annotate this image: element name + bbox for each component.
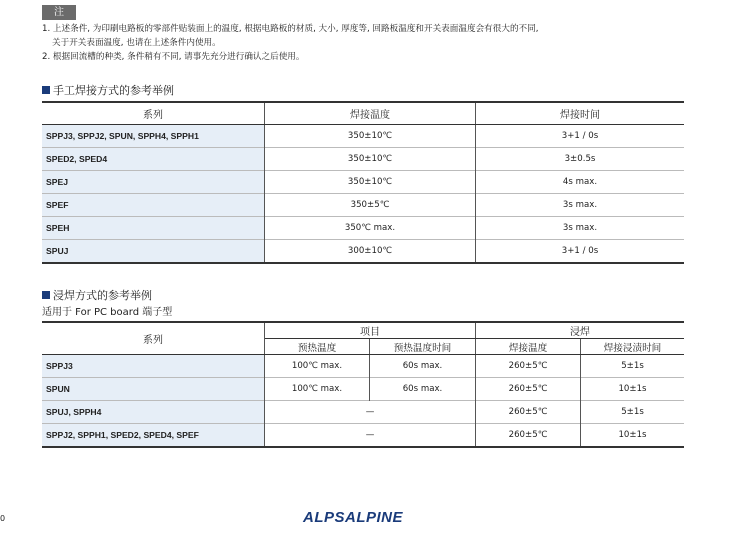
alpsalpine-logo: ALPSALPINE: [303, 509, 404, 526]
dip-subtitle: 适用于 For PC board 端子型: [42, 307, 173, 318]
time-cell: 3±0.5s: [564, 154, 596, 164]
preheat-merged-cell: —: [265, 401, 476, 424]
series-cell: SPPJ3: [42, 355, 265, 378]
table-header-row: [42, 322, 684, 339]
table-row: [42, 171, 684, 194]
dip-title-text: 浸焊方式的参考举例: [53, 289, 152, 302]
series-cell: SPPJ2, SPPH1, SPED2, SPED4, SPEF: [42, 424, 265, 448]
note-badge: 注: [42, 5, 76, 20]
dip-time-cell: 10±1s: [618, 384, 647, 394]
notes-block: [42, 22, 538, 64]
manual-soldering-table: [42, 101, 684, 264]
table-header-row: [42, 102, 684, 125]
header-solder-temp: 焊接温度: [476, 339, 581, 355]
note-line-3: 2. 根据回流槽的种类, 条件稍有不同, 请事先充分进行确认之后使用。: [42, 52, 305, 62]
dip-time-cell: 5±1s: [621, 361, 644, 371]
series-cell: SPEH: [42, 217, 265, 240]
temp-cell: 350℃ max.: [265, 217, 476, 240]
table-row: [42, 401, 684, 424]
dip-time-cell: 10±1s: [618, 430, 647, 440]
header-series: 系列: [42, 322, 265, 355]
dip-section-title: [42, 287, 152, 303]
preheat-temp-cell: 100℃ max.: [265, 355, 370, 378]
preheat-temp-cell: 100℃ max.: [265, 378, 370, 401]
header-time: 焊接时间: [476, 102, 685, 125]
page-number: 0: [0, 514, 6, 523]
manual-title-text: 手工焊接方式的参考举例: [53, 84, 174, 97]
time-cell: 3s max.: [562, 223, 598, 233]
manual-section-title: [42, 82, 174, 98]
table-row: [42, 217, 684, 240]
square-bullet-icon: [42, 86, 50, 94]
time-cell: 3+1 / 0s: [561, 246, 599, 256]
table-row: [42, 355, 684, 378]
series-cell: SPEJ: [42, 171, 265, 194]
series-cell: SPEF: [42, 194, 265, 217]
note-line-2: 关于开关表面温度, 也请在上述条件内使用。: [52, 38, 221, 48]
time-cell: 3+1 / 0s: [561, 131, 599, 141]
preheat-time-cell: 60s max.: [370, 355, 476, 378]
time-cell: 4s max.: [562, 177, 598, 187]
dip-time-cell: 5±1s: [621, 407, 644, 417]
header-temp: 焊接温度: [265, 102, 476, 125]
solder-temp-cell: 260±5℃: [476, 401, 581, 424]
series-cell: SPED2, SPED4: [42, 148, 265, 171]
series-cell: SPUJ, SPPH4: [42, 401, 265, 424]
preheat-merged-cell: —: [265, 424, 476, 448]
series-cell: SPUN: [42, 378, 265, 401]
table-row: [42, 194, 684, 217]
solder-temp-cell: 260±5℃: [476, 355, 581, 378]
header-preheat-temp: 预热温度: [265, 339, 370, 355]
header-dip-time: 焊接浸渍时间: [581, 339, 685, 355]
note-line-1: 1. 上述条件, 为印刷电路板的零部件贴装面上的温度, 根据电路板的材质, 大小, 厚度等, 回路板温度和开关表面温度会有很大的不同,: [42, 24, 539, 34]
header-series: 系列: [42, 102, 265, 125]
dip-soldering-table: [42, 321, 684, 448]
temp-cell: 350±10℃: [265, 148, 476, 171]
series-cell: SPPJ3, SPPJ2, SPUN, SPPH4, SPPH1: [42, 125, 265, 148]
table-row: [42, 424, 684, 448]
table-row: [42, 148, 684, 171]
temp-cell: 350±10℃: [265, 125, 476, 148]
header-preheat-time: 预热温度时间: [370, 339, 476, 355]
solder-temp-cell: 260±5℃: [476, 378, 581, 401]
solder-temp-cell: 260±5℃: [476, 424, 581, 448]
temp-cell: 300±10℃: [265, 240, 476, 264]
series-cell: SPUJ: [42, 240, 265, 264]
table-row: [42, 240, 684, 264]
temp-cell: 350±10℃: [265, 171, 476, 194]
table-row: [42, 378, 684, 401]
time-cell: 3s max.: [562, 200, 598, 210]
table-row: [42, 125, 684, 148]
header-dip: 浸焊: [476, 322, 685, 339]
temp-cell: 350±5℃: [265, 194, 476, 217]
header-item: 项目: [265, 322, 476, 339]
square-bullet-icon: [42, 291, 50, 299]
preheat-time-cell: 60s max.: [370, 378, 476, 401]
